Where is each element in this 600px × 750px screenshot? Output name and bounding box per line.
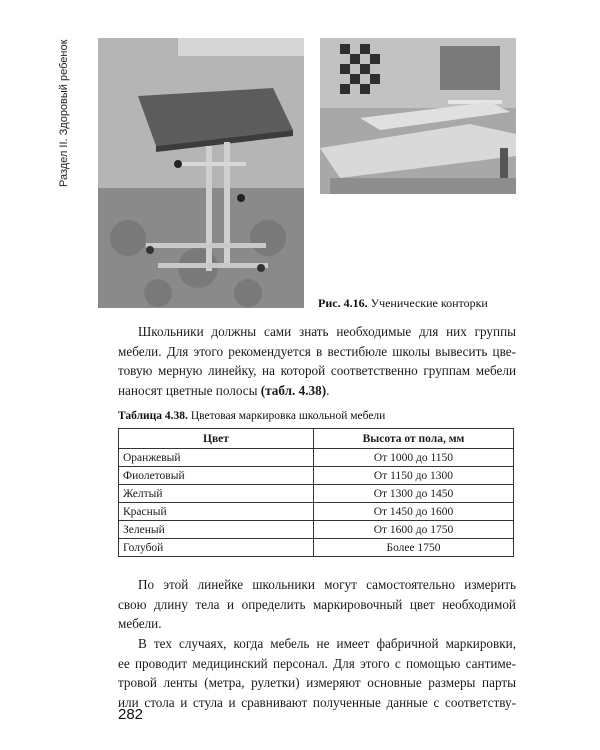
table-row — [119, 449, 514, 467]
text-line: мебели. — [118, 616, 162, 631]
text-line: свою длину тела и определить маркировочный цвет необходимой — [118, 596, 516, 612]
paragraph-1 — [118, 322, 516, 400]
table-label: Таблица 4.38. — [118, 410, 188, 422]
table-row — [119, 539, 514, 557]
text-line: тровой ленты (метра, рулетки) измеряют основные размеры парты — [118, 675, 516, 690]
cell-color: Голубой — [119, 539, 314, 557]
text-line: По этой линейке школьники могут самостоятельно измерить — [138, 577, 516, 592]
section-running-head: Раздел II. Здоровый ребенок — [58, 40, 70, 188]
table-reference: (табл. 4.38) — [260, 382, 327, 398]
cell-height: Более 1750 — [314, 539, 514, 557]
cell-height: От 1600 до 1750 — [314, 521, 514, 539]
cell-color: Оранжевый — [119, 449, 314, 467]
paragraph-2 — [118, 575, 516, 634]
cell-color: Фиолетовый — [119, 467, 314, 485]
figure-title: Ученические конторки — [370, 296, 488, 310]
figure-caption — [318, 296, 488, 311]
figure-label: Рис. 4.16. — [318, 296, 368, 310]
color-marking-table — [118, 428, 514, 557]
text-line — [118, 381, 516, 401]
photo-standing-desk — [98, 38, 304, 308]
table-title: Цветовая маркировка школьной мебели — [190, 410, 386, 422]
cell-height: От 1300 до 1450 — [314, 485, 514, 503]
sentence-end: . — [326, 382, 330, 398]
table-caption — [118, 410, 385, 422]
table-row — [119, 503, 514, 521]
page-number: 282 — [118, 706, 144, 723]
text-line: В тех случаях, когда мебель не имеет фабричной маркировки, — [138, 636, 516, 651]
text-line: Школьники должны сами знать необходимые для них группы — [138, 324, 516, 339]
paragraph-3 — [118, 634, 516, 712]
table-row — [119, 485, 514, 503]
cell-color: Красный — [119, 503, 314, 521]
table-header-row — [119, 429, 514, 449]
cell-height: От 1000 до 1150 — [314, 449, 514, 467]
cell-height: От 1150 до 1300 — [314, 467, 514, 485]
text-line: товую мерную линейку, на которой соответственно группам мебели — [118, 363, 516, 378]
text-line: или стола и стула и сравнивают полученные данные с соответству- — [118, 694, 516, 710]
text-line: ее проводит медицинский персонал. Для этого с помощью сантиме- — [118, 655, 516, 671]
table-row — [119, 521, 514, 539]
text-line-body: наносят цветные полосы — [118, 382, 258, 398]
column-header-color: Цвет — [119, 429, 314, 449]
cell-color: Зеленый — [119, 521, 314, 539]
cell-color: Желтый — [119, 485, 314, 503]
text-line: мебели. Для этого рекомендуется в вестибюле школы вывесить цве- — [118, 343, 516, 359]
column-header-height: Высота от пола, мм — [314, 429, 514, 449]
cell-height: От 1450 до 1600 — [314, 503, 514, 521]
photo-classroom — [320, 38, 516, 194]
table-row — [119, 467, 514, 485]
